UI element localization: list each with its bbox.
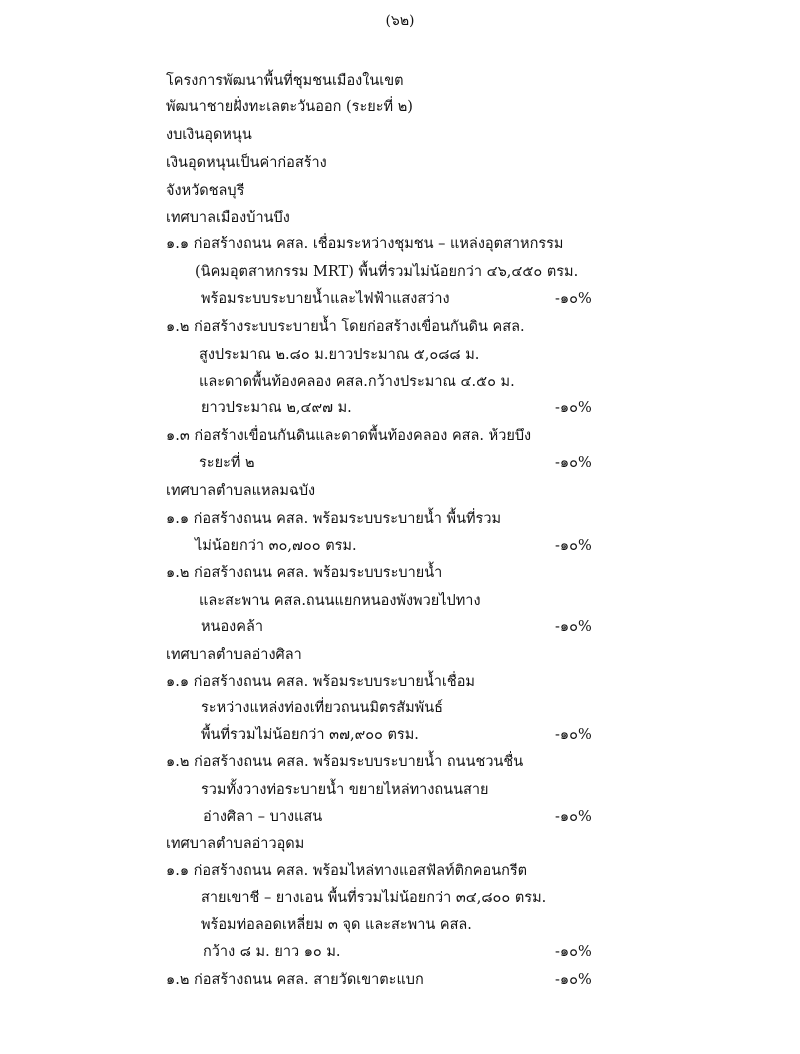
- item-line: ๑.๒ ก่อสร้างถนน คสล. พร้อมระบบระบายน้ำ: [166, 565, 443, 581]
- reduction-percent: -๑๐%: [555, 455, 592, 471]
- reduction-percent: -๑๐%: [555, 291, 592, 307]
- item-line: ๑.๓ ก่อสร้างเขื่อนกันดินและดาดพื้นท้องคลอง คสล. ห้วยบึง: [166, 428, 532, 444]
- item-line: สายเขาชี – ยางเอน พื้นที่รวมไม่น้อยกว่า ๓๔,๘๐๐ ตรม.: [201, 890, 547, 906]
- item-line: (นิคมอุตสาหกรรม MRT) พื้นที่รวมไม่น้อยกว่า ๔๖,๔๕๐ ตรม.: [195, 264, 579, 280]
- project-title-line-2: พัฒนาชายฝั่งทะเลตะวันออก (ระยะที่ ๒): [166, 99, 413, 115]
- reduction-percent: -๑๐%: [555, 809, 592, 825]
- item-line: ๑.๒ ก่อสร้างถนน คสล. สายวัดเขาตะแบก: [166, 972, 424, 988]
- budget-subcategory: เงินอุดหนุนเป็นค่าก่อสร้าง: [166, 155, 327, 171]
- item-line: ระยะที่ ๒: [199, 455, 255, 471]
- reduction-percent: -๑๐%: [555, 944, 592, 960]
- item-line: ไม่น้อยกว่า ๓๐,๗๐๐ ตรม.: [195, 538, 357, 554]
- item-line: ยาวประมาณ ๒,๔๙๗ ม.: [201, 400, 352, 416]
- province-heading: จังหวัดชลบุรี: [166, 183, 245, 199]
- item-line: และดาดพื้นท้องคลอง คสล.กว้างประมาณ ๔.๕๐ ม.: [199, 374, 515, 390]
- item-line: ๑.๑ ก่อสร้างถนน คสล. พร้อมระบบระบายน้ำเชื่อม: [166, 674, 475, 690]
- project-title-line-1: โครงการพัฒนาพื้นที่ชุมชนเมืองในเขต: [166, 73, 404, 89]
- municipality-heading: เทศบาลตำบลอ่างศิลา: [166, 647, 302, 663]
- municipality-heading: เทศบาลตำบลแหลมฉบัง: [166, 483, 316, 499]
- item-line: อ่างศิลา – บางแสน: [203, 809, 323, 825]
- item-line: ๑.๒ ก่อสร้างถนน คสล. พร้อมระบบระบายน้ำ ถนนชวนชื่น: [166, 754, 524, 770]
- item-line: สูงประมาณ ๒.๘๐ ม.ยาวประมาณ ๕,๐๘๘ ม.: [199, 347, 480, 363]
- page-number: (๖๒): [385, 13, 415, 29]
- item-line: ๑.๑ ก่อสร้างถนน คสล. เชื่อมระหว่างชุมชน – แหล่งอุตสาหกรรม: [166, 236, 564, 252]
- reduction-percent: -๑๐%: [555, 727, 592, 743]
- item-line: กว้าง ๘ ม. ยาว ๑๐ ม.: [203, 944, 341, 960]
- item-line: พร้อมระบบระบายน้ำและไฟฟ้าแสงสว่าง: [201, 291, 450, 307]
- municipality-heading: เทศบาลตำบลอ่าวอุดม: [166, 836, 305, 852]
- reduction-percent: -๑๐%: [555, 400, 592, 416]
- item-line: พื้นที่รวมไม่น้อยกว่า ๓๗,๙๐๐ ตรม.: [201, 727, 419, 743]
- item-line: รวมทั้งวางท่อระบายน้ำ ขยายไหล่ทางถนนสาย: [201, 782, 489, 798]
- reduction-percent: -๑๐%: [555, 619, 592, 635]
- municipality-heading: เทศบาลเมืองบ้านบึง: [166, 210, 290, 226]
- item-line: ๑.๒ ก่อสร้างระบบระบายน้ำ โดยก่อสร้างเขื่อนกันดิน คสล.: [166, 319, 525, 335]
- item-line: ๑.๑ ก่อสร้างถนน คสล. พร้อมไหล่ทางแอสฟัลท์ติกคอนกรีต: [166, 863, 528, 879]
- item-line: ๑.๑ ก่อสร้างถนน คสล. พร้อมระบบระบายน้ำ พื้นที่รวม: [166, 511, 502, 527]
- budget-category: งบเงินอุดหนุน: [166, 127, 252, 143]
- reduction-percent: -๑๐%: [555, 538, 592, 554]
- item-line: ระหว่างแหล่งท่องเที่ยวถนนมิตรสัมพันธ์: [201, 700, 443, 716]
- item-line: หนองคล้า: [201, 619, 263, 635]
- item-line: พร้อมท่อลอดเหลี่ยม ๓ จุด และสะพาน คสล.: [201, 917, 472, 933]
- item-line: และสะพาน คสล.ถนนแยกหนองพังพวยไปทาง: [199, 593, 481, 609]
- reduction-percent: -๑๐%: [555, 972, 592, 988]
